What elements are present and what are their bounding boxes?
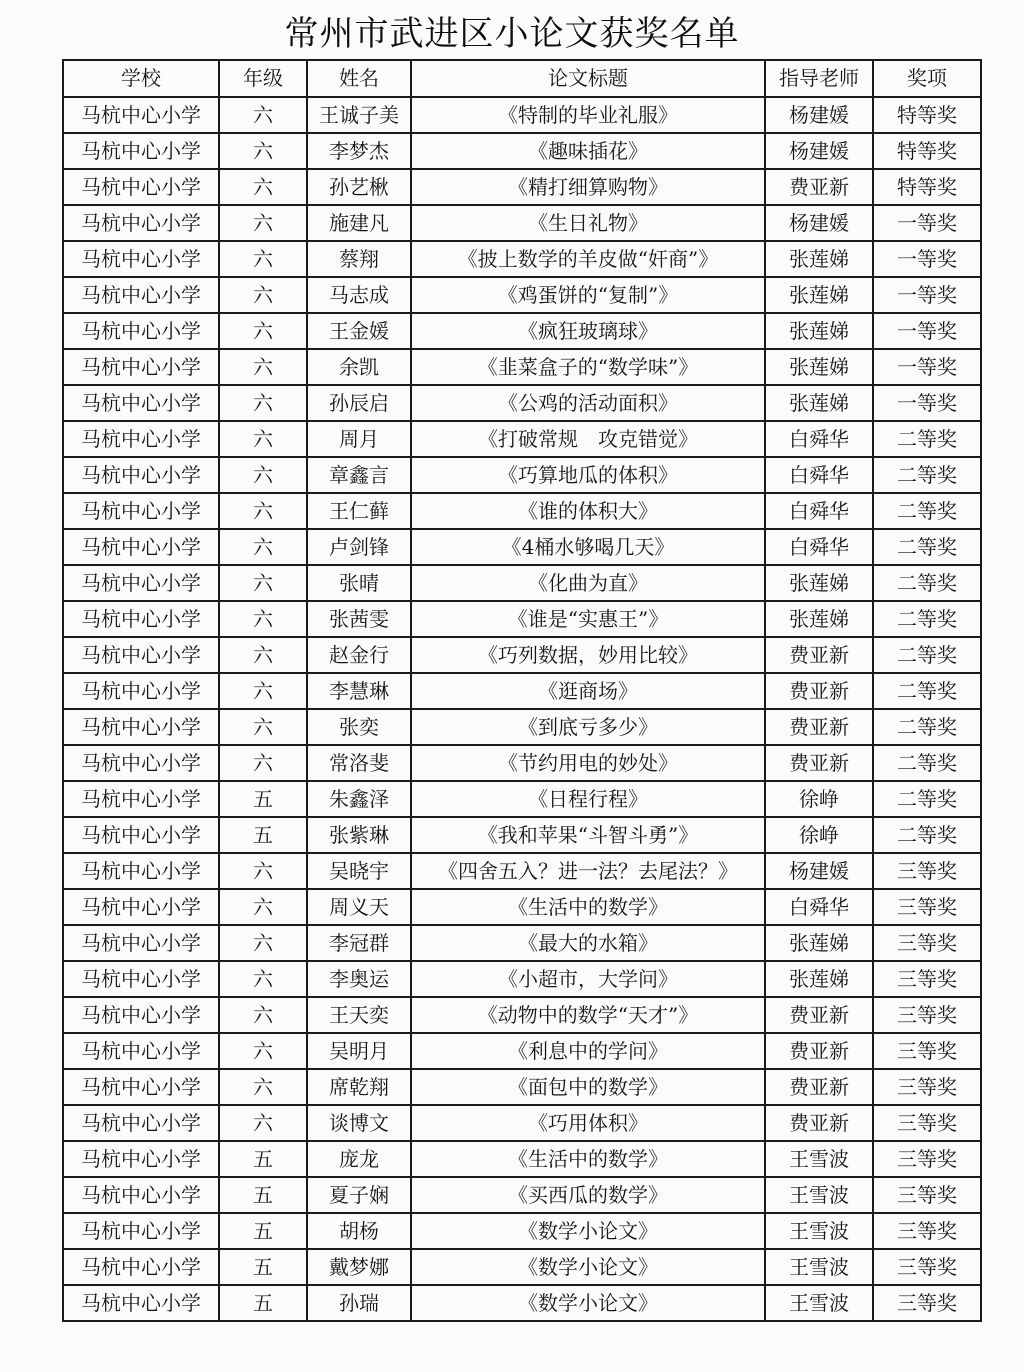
- cell-grade: 五: [219, 781, 307, 817]
- cell-grade: 六: [219, 673, 307, 709]
- cell-name: 周义天: [307, 889, 411, 925]
- cell-award: 一等奖: [873, 313, 981, 349]
- table-row: [63, 1285, 981, 1321]
- cell-school: 马杭中心小学: [63, 349, 219, 385]
- cell-grade: 六: [219, 961, 307, 997]
- cell-title: 《巧算地瓜的体积》: [411, 457, 765, 493]
- cell-teacher: 张莲娣: [765, 349, 873, 385]
- cell-title: 《生活中的数学》: [411, 889, 765, 925]
- cell-teacher: 费亚新: [765, 745, 873, 781]
- cell-name: 张紫琳: [307, 817, 411, 853]
- cell-school: 马杭中心小学: [63, 889, 219, 925]
- cell-teacher: 费亚新: [765, 169, 873, 205]
- cell-name: 周月: [307, 421, 411, 457]
- cell-award: 特等奖: [873, 133, 981, 169]
- table-body: [63, 97, 981, 1321]
- cell-award: 二等奖: [873, 529, 981, 565]
- cell-title: 《精打细算购物》: [411, 169, 765, 205]
- cell-grade: 五: [219, 1213, 307, 1249]
- cell-title: 《数学小论文》: [411, 1285, 765, 1321]
- header-title: 论文标题: [411, 60, 765, 97]
- cell-award: 三等奖: [873, 1069, 981, 1105]
- cell-award: 二等奖: [873, 493, 981, 529]
- cell-title: 《4桶水够喝几天》: [411, 529, 765, 565]
- table-row: [63, 637, 981, 673]
- cell-award: 一等奖: [873, 349, 981, 385]
- cell-title: 《买西瓜的数学》: [411, 1177, 765, 1213]
- table-row: [63, 853, 981, 889]
- cell-school: 马杭中心小学: [63, 709, 219, 745]
- cell-teacher: 王雪波: [765, 1249, 873, 1285]
- cell-school: 马杭中心小学: [63, 781, 219, 817]
- table-row: [63, 1213, 981, 1249]
- cell-grade: 六: [219, 169, 307, 205]
- cell-grade: 六: [219, 493, 307, 529]
- cell-name: 朱鑫泽: [307, 781, 411, 817]
- cell-title: 《到底亏多少》: [411, 709, 765, 745]
- cell-name: 胡杨: [307, 1213, 411, 1249]
- cell-title: 《逛商场》: [411, 673, 765, 709]
- cell-title: 《披上数学的羊皮做“奸商”》: [411, 241, 765, 277]
- cell-school: 马杭中心小学: [63, 1105, 219, 1141]
- table-row: [63, 493, 981, 529]
- cell-award: 二等奖: [873, 457, 981, 493]
- cell-title: 《最大的水箱》: [411, 925, 765, 961]
- cell-title: 《日程行程》: [411, 781, 765, 817]
- cell-name: 卢剑锋: [307, 529, 411, 565]
- cell-teacher: 费亚新: [765, 997, 873, 1033]
- table-row: [63, 1141, 981, 1177]
- table-row: [63, 421, 981, 457]
- cell-title: 《疯狂玻璃球》: [411, 313, 765, 349]
- cell-school: 马杭中心小学: [63, 169, 219, 205]
- cell-teacher: 杨建媛: [765, 133, 873, 169]
- cell-teacher: 张莲娣: [765, 601, 873, 637]
- cell-title: 《巧列数据，妙用比较》: [411, 637, 765, 673]
- cell-grade: 六: [219, 997, 307, 1033]
- cell-name: 孙瑞: [307, 1285, 411, 1321]
- cell-name: 夏子娴: [307, 1177, 411, 1213]
- cell-title: 《谁是“实惠王”》: [411, 601, 765, 637]
- cell-teacher: 王雪波: [765, 1285, 873, 1321]
- cell-grade: 六: [219, 349, 307, 385]
- cell-grade: 六: [219, 529, 307, 565]
- cell-award: 二等奖: [873, 709, 981, 745]
- table-row: [63, 745, 981, 781]
- cell-award: 三等奖: [873, 1033, 981, 1069]
- cell-school: 马杭中心小学: [63, 673, 219, 709]
- cell-grade: 六: [219, 565, 307, 601]
- cell-name: 李慧琳: [307, 673, 411, 709]
- cell-name: 马志成: [307, 277, 411, 313]
- cell-name: 庞龙: [307, 1141, 411, 1177]
- cell-grade: 六: [219, 889, 307, 925]
- cell-school: 马杭中心小学: [63, 277, 219, 313]
- table-row: [63, 673, 981, 709]
- cell-award: 三等奖: [873, 1105, 981, 1141]
- cell-grade: 六: [219, 745, 307, 781]
- cell-school: 马杭中心小学: [63, 421, 219, 457]
- cell-name: 张奕: [307, 709, 411, 745]
- table-row: [63, 457, 981, 493]
- cell-name: 吴晓宇: [307, 853, 411, 889]
- cell-title: 《动物中的数学“天才”》: [411, 997, 765, 1033]
- table-row: [63, 313, 981, 349]
- cell-award: 三等奖: [873, 1177, 981, 1213]
- cell-award: 三等奖: [873, 889, 981, 925]
- cell-teacher: 白舜华: [765, 529, 873, 565]
- cell-school: 马杭中心小学: [63, 817, 219, 853]
- cell-title: 《打破常规 攻克错觉》: [411, 421, 765, 457]
- cell-award: 三等奖: [873, 1249, 981, 1285]
- cell-school: 马杭中心小学: [63, 1285, 219, 1321]
- cell-teacher: 王雪波: [765, 1177, 873, 1213]
- cell-award: 二等奖: [873, 817, 981, 853]
- cell-teacher: 张莲娣: [765, 385, 873, 421]
- cell-school: 马杭中心小学: [63, 457, 219, 493]
- cell-grade: 六: [219, 1033, 307, 1069]
- cell-award: 三等奖: [873, 1213, 981, 1249]
- cell-school: 马杭中心小学: [63, 97, 219, 133]
- cell-title: 《数学小论文》: [411, 1249, 765, 1285]
- cell-name: 蔡翔: [307, 241, 411, 277]
- cell-grade: 六: [219, 133, 307, 169]
- cell-name: 施建凡: [307, 205, 411, 241]
- cell-teacher: 白舜华: [765, 421, 873, 457]
- cell-name: 余凯: [307, 349, 411, 385]
- cell-school: 马杭中心小学: [63, 637, 219, 673]
- cell-grade: 六: [219, 457, 307, 493]
- cell-school: 马杭中心小学: [63, 1069, 219, 1105]
- cell-title: 《特制的毕业礼服》: [411, 97, 765, 133]
- table-row: [63, 1069, 981, 1105]
- cell-teacher: 张莲娣: [765, 277, 873, 313]
- cell-teacher: 徐峥: [765, 781, 873, 817]
- cell-award: 二等奖: [873, 745, 981, 781]
- cell-award: 特等奖: [873, 97, 981, 133]
- cell-name: 王金媛: [307, 313, 411, 349]
- cell-teacher: 费亚新: [765, 1069, 873, 1105]
- table-row: [63, 169, 981, 205]
- cell-title: 《巧用体积》: [411, 1105, 765, 1141]
- cell-name: 章鑫言: [307, 457, 411, 493]
- cell-award: 三等奖: [873, 997, 981, 1033]
- cell-grade: 五: [219, 1141, 307, 1177]
- cell-title: 《我和苹果“斗智斗勇”》: [411, 817, 765, 853]
- cell-school: 马杭中心小学: [63, 961, 219, 997]
- cell-grade: 六: [219, 97, 307, 133]
- cell-school: 马杭中心小学: [63, 853, 219, 889]
- cell-name: 张茜雯: [307, 601, 411, 637]
- cell-award: 三等奖: [873, 853, 981, 889]
- cell-school: 马杭中心小学: [63, 385, 219, 421]
- table-row: [63, 925, 981, 961]
- award-table: [62, 59, 982, 1322]
- cell-school: 马杭中心小学: [63, 601, 219, 637]
- header-school: 学校: [63, 60, 219, 97]
- table-row: [63, 349, 981, 385]
- table-row: [63, 961, 981, 997]
- cell-teacher: 费亚新: [765, 709, 873, 745]
- header-award: 奖项: [873, 60, 981, 97]
- cell-grade: 六: [219, 313, 307, 349]
- cell-award: 三等奖: [873, 1141, 981, 1177]
- table-row: [63, 781, 981, 817]
- cell-grade: 六: [219, 421, 307, 457]
- cell-title: 《谁的体积大》: [411, 493, 765, 529]
- cell-grade: 六: [219, 709, 307, 745]
- cell-title: 《四舍五入？进一法？去尾法？》: [411, 853, 765, 889]
- cell-grade: 六: [219, 853, 307, 889]
- cell-school: 马杭中心小学: [63, 205, 219, 241]
- cell-title: 《韭菜盒子的“数学味”》: [411, 349, 765, 385]
- cell-award: 一等奖: [873, 205, 981, 241]
- page-title: 常州市武进区小论文获奖名单: [284, 14, 740, 54]
- cell-teacher: 杨建媛: [765, 853, 873, 889]
- cell-name: 戴梦娜: [307, 1249, 411, 1285]
- cell-grade: 六: [219, 925, 307, 961]
- cell-school: 马杭中心小学: [63, 745, 219, 781]
- header-teacher: 指导老师: [765, 60, 873, 97]
- cell-teacher: 费亚新: [765, 1105, 873, 1141]
- cell-teacher: 费亚新: [765, 1033, 873, 1069]
- table-row: [63, 565, 981, 601]
- table-row: [63, 241, 981, 277]
- cell-teacher: 张莲娣: [765, 313, 873, 349]
- cell-school: 马杭中心小学: [63, 313, 219, 349]
- table-row: [63, 385, 981, 421]
- cell-grade: 六: [219, 1105, 307, 1141]
- cell-title: 《公鸡的活动面积》: [411, 385, 765, 421]
- cell-name: 王诚子美: [307, 97, 411, 133]
- header-grade: 年级: [219, 60, 307, 97]
- cell-award: 三等奖: [873, 925, 981, 961]
- cell-grade: 五: [219, 1177, 307, 1213]
- cell-name: 常洛斐: [307, 745, 411, 781]
- cell-grade: 六: [219, 277, 307, 313]
- cell-name: 张晴: [307, 565, 411, 601]
- cell-teacher: 张莲娣: [765, 565, 873, 601]
- cell-name: 吴明月: [307, 1033, 411, 1069]
- cell-award: 一等奖: [873, 277, 981, 313]
- cell-title: 《鸡蛋饼的“复制”》: [411, 277, 765, 313]
- table-row: [63, 889, 981, 925]
- cell-school: 马杭中心小学: [63, 493, 219, 529]
- cell-name: 王天奕: [307, 997, 411, 1033]
- cell-school: 马杭中心小学: [63, 925, 219, 961]
- cell-name: 席乾翔: [307, 1069, 411, 1105]
- cell-teacher: 杨建媛: [765, 205, 873, 241]
- cell-name: 孙艺楸: [307, 169, 411, 205]
- cell-school: 马杭中心小学: [63, 133, 219, 169]
- cell-school: 马杭中心小学: [63, 241, 219, 277]
- cell-name: 赵金行: [307, 637, 411, 673]
- cell-school: 马杭中心小学: [63, 565, 219, 601]
- table-row: [63, 709, 981, 745]
- cell-school: 马杭中心小学: [63, 1249, 219, 1285]
- cell-school: 马杭中心小学: [63, 1141, 219, 1177]
- table-row: [63, 133, 981, 169]
- cell-award: 二等奖: [873, 601, 981, 637]
- cell-grade: 六: [219, 601, 307, 637]
- table-row: [63, 1105, 981, 1141]
- cell-teacher: 费亚新: [765, 673, 873, 709]
- cell-award: 二等奖: [873, 637, 981, 673]
- cell-teacher: 张莲娣: [765, 241, 873, 277]
- table-row: [63, 1033, 981, 1069]
- table-row: [63, 1249, 981, 1285]
- cell-name: 李梦杰: [307, 133, 411, 169]
- table-row: [63, 601, 981, 637]
- cell-grade: 五: [219, 817, 307, 853]
- cell-grade: 六: [219, 205, 307, 241]
- cell-award: 特等奖: [873, 169, 981, 205]
- cell-title: 《生日礼物》: [411, 205, 765, 241]
- cell-school: 马杭中心小学: [63, 1213, 219, 1249]
- cell-teacher: 张莲娣: [765, 925, 873, 961]
- cell-title: 《节约用电的妙处》: [411, 745, 765, 781]
- cell-teacher: 白舜华: [765, 889, 873, 925]
- cell-name: 孙辰启: [307, 385, 411, 421]
- table-row: [63, 1177, 981, 1213]
- cell-grade: 六: [219, 637, 307, 673]
- cell-title: 《小超市，大学问》: [411, 961, 765, 997]
- cell-grade: 六: [219, 241, 307, 277]
- table-row: [63, 529, 981, 565]
- cell-title: 《利息中的学问》: [411, 1033, 765, 1069]
- cell-teacher: 张莲娣: [765, 961, 873, 997]
- table-row: [63, 997, 981, 1033]
- table-row: [63, 97, 981, 133]
- cell-school: 马杭中心小学: [63, 1177, 219, 1213]
- cell-teacher: 杨建媛: [765, 97, 873, 133]
- table-header-row: [63, 60, 981, 97]
- cell-title: 《面包中的数学》: [411, 1069, 765, 1105]
- cell-title: 《趣味插花》: [411, 133, 765, 169]
- cell-grade: 六: [219, 385, 307, 421]
- cell-teacher: 白舜华: [765, 493, 873, 529]
- cell-teacher: 王雪波: [765, 1141, 873, 1177]
- cell-award: 二等奖: [873, 673, 981, 709]
- cell-title: 《化曲为直》: [411, 565, 765, 601]
- header-name: 姓名: [307, 60, 411, 97]
- cell-name: 李奥运: [307, 961, 411, 997]
- cell-grade: 五: [219, 1285, 307, 1321]
- cell-teacher: 费亚新: [765, 637, 873, 673]
- cell-grade: 五: [219, 1249, 307, 1285]
- cell-title: 《数学小论文》: [411, 1213, 765, 1249]
- cell-award: 一等奖: [873, 241, 981, 277]
- table-row: [63, 817, 981, 853]
- cell-teacher: 白舜华: [765, 457, 873, 493]
- cell-school: 马杭中心小学: [63, 1033, 219, 1069]
- cell-school: 马杭中心小学: [63, 997, 219, 1033]
- cell-teacher: 徐峥: [765, 817, 873, 853]
- cell-award: 三等奖: [873, 961, 981, 997]
- table-row: [63, 205, 981, 241]
- cell-award: 三等奖: [873, 1285, 981, 1321]
- cell-school: 马杭中心小学: [63, 529, 219, 565]
- cell-award: 二等奖: [873, 421, 981, 457]
- cell-award: 二等奖: [873, 781, 981, 817]
- cell-teacher: 王雪波: [765, 1213, 873, 1249]
- cell-award: 二等奖: [873, 565, 981, 601]
- cell-title: 《生活中的数学》: [411, 1141, 765, 1177]
- table-row: [63, 277, 981, 313]
- cell-name: 谈博文: [307, 1105, 411, 1141]
- cell-name: 王仁藓: [307, 493, 411, 529]
- cell-award: 一等奖: [873, 385, 981, 421]
- cell-grade: 六: [219, 1069, 307, 1105]
- cell-name: 李冠群: [307, 925, 411, 961]
